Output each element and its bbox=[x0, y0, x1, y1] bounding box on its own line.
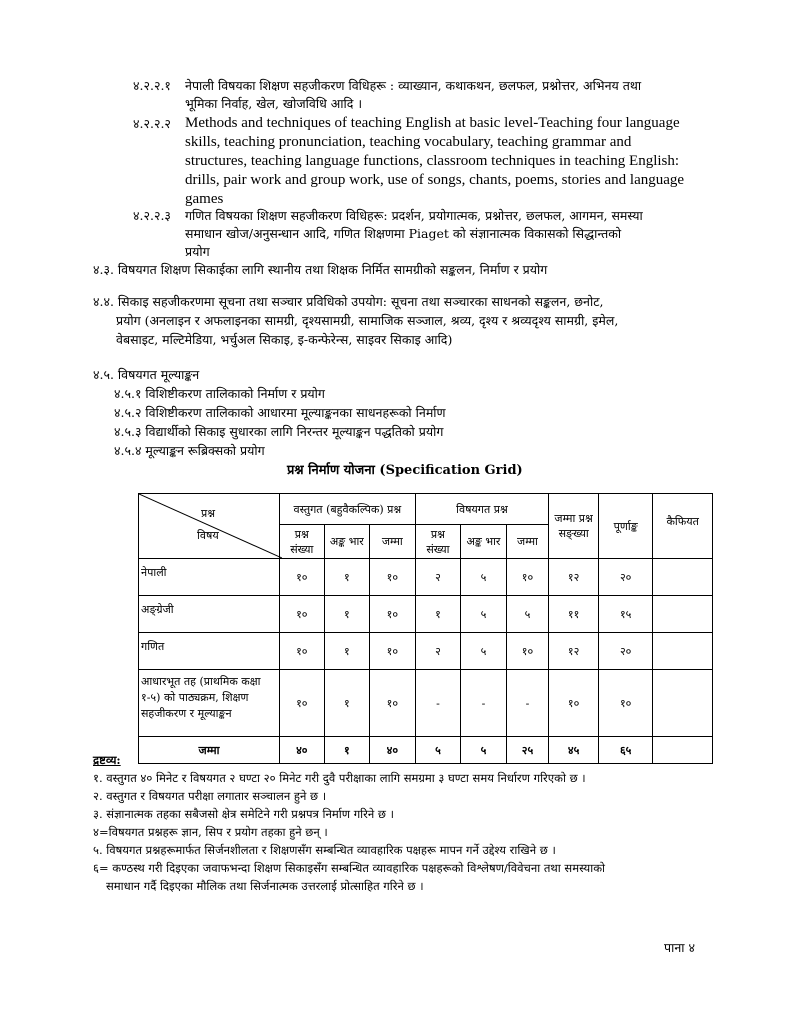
sub-header: जम्मा bbox=[370, 525, 416, 559]
table-title: प्रश्न निर्माण योजना (Specification Grid) bbox=[287, 463, 523, 478]
note-item: ५. विषयगत प्रश्नहरूमार्फत सिर्जनशीलता र शिक्षणसँग सम्बन्धित व्यावहारिक पक्षहरू मापन गर्ने उद्देश्य राखिने छ । bbox=[93, 843, 556, 857]
subject-cell: आधारभूत तह (प्राथमिक कक्षा १-५) को पाठ्यक्रम, शिक्षण सहजीकरण र मूल्याङ्कन bbox=[139, 670, 280, 737]
page-number: पाना ४ bbox=[664, 940, 695, 955]
note-item: २. वस्तुगत र विषयगत परीक्षा लगातार सञ्चालन हुने छ । bbox=[93, 789, 327, 803]
note-item: ३. संज्ञानात्मक तहका सबैजसो क्षेत्र समेटिने गरी प्रश्नपत्र निर्माण गरिने छ । bbox=[93, 807, 394, 821]
value-cell: ५ bbox=[461, 633, 506, 670]
item-text: गणित विषयका शिक्षण सहजीकरण विधिहरू: प्रदर्शन, प्रयोगात्मक, प्रश्नोत्तर, छलफल, आगमन, समस्या bbox=[185, 208, 643, 223]
value-cell: १ bbox=[324, 559, 369, 596]
value-cell: - bbox=[461, 670, 506, 737]
value-cell: १० bbox=[280, 596, 325, 633]
value-cell: १० bbox=[280, 633, 325, 670]
section-4-4-line: वेबसाइट, मल्टिमेडिया, भर्चुअल सिकाइ, इ-कन्फेरेन्स, साइवर सिकाइ आदि) bbox=[116, 332, 453, 347]
sub-item-4-5-2: ४.५.२ विशिष्टीकरण तालिकाको आधारमा मूल्याङ्कनका साधनहरूको निर्माण bbox=[114, 405, 446, 420]
item-text: भूमिका निर्वाह, खेल, खोजविधि आदि । bbox=[185, 96, 363, 111]
table-row bbox=[139, 670, 713, 737]
value-cell: १० bbox=[506, 633, 549, 670]
value-cell bbox=[653, 670, 713, 737]
full-marks-header: पूर्णाङ्क bbox=[598, 494, 652, 559]
value-cell: ५ bbox=[461, 737, 506, 764]
value-cell bbox=[653, 633, 713, 670]
value-cell: १ bbox=[324, 737, 369, 764]
value-cell: १ bbox=[324, 633, 369, 670]
value-cell: ४० bbox=[370, 737, 416, 764]
value-cell: - bbox=[506, 670, 549, 737]
sub-header: प्रश्न संख्या bbox=[415, 525, 461, 559]
item-number: ४.२.२.२ bbox=[133, 116, 171, 131]
value-cell: - bbox=[415, 670, 461, 737]
value-cell: १० bbox=[370, 596, 416, 633]
sub-header: अङ्क भार bbox=[461, 525, 506, 559]
item-number: ४.२.२.१ bbox=[133, 78, 171, 93]
note-item: १. वस्तुगत ४० मिनेट र विषयगत २ घण्टा २० मिनेट गरी दुवै परीक्षाका लागि समग्रमा ३ घण्टा समय निर्धारण गरिएको छ । bbox=[93, 771, 586, 785]
subject-cell: नेपाली bbox=[139, 559, 280, 596]
value-cell: २५ bbox=[506, 737, 549, 764]
table-row bbox=[139, 559, 713, 596]
value-cell: १० bbox=[370, 670, 416, 737]
sub-header: अङ्क भार bbox=[324, 525, 369, 559]
item-text: skills, teaching pronunciation, teaching vocabulary, teaching grammar and bbox=[185, 134, 632, 150]
sub-header: जम्मा bbox=[506, 525, 549, 559]
note-item: ६= कण्ठस्थ गरी दिइएका जवाफभन्दा शिक्षण सिकाइसँग सम्बन्धित व्यावहारिक पक्षहरूको विश्लेषण/विवेचना तथा समस्याको bbox=[93, 861, 606, 875]
value-cell: ११ bbox=[549, 596, 599, 633]
section-4-3: ४.३. विषयगत शिक्षण सिकाईका लागि स्थानीय तथा शिक्षक निर्मित सामग्रीको सङ्कलन, निर्माण र प्रयोग bbox=[93, 262, 548, 277]
value-cell: १२ bbox=[549, 559, 599, 596]
diagonal-header-cell bbox=[139, 494, 280, 559]
subject-cell: गणित bbox=[139, 633, 280, 670]
value-cell: १० bbox=[280, 559, 325, 596]
value-cell: १० bbox=[370, 633, 416, 670]
diag-bottom-label: विषय bbox=[197, 529, 219, 542]
value-cell: २ bbox=[415, 559, 461, 596]
value-cell: १० bbox=[506, 559, 549, 596]
section-4-5: ४.५. विषयगत मूल्याङ्कन bbox=[93, 367, 200, 382]
table-total-row bbox=[139, 737, 713, 764]
value-cell: १ bbox=[324, 670, 369, 737]
value-cell bbox=[653, 596, 713, 633]
item-number: ४.२.२.३ bbox=[133, 208, 171, 223]
note-item: ४=विषयगत प्रश्नहरू ज्ञान, सिप र प्रयोग तहका हुने छन् । bbox=[93, 825, 328, 839]
value-cell: १२ bbox=[549, 633, 599, 670]
value-cell: १० bbox=[549, 670, 599, 737]
total-label-cell: जम्मा bbox=[139, 737, 280, 764]
value-cell: १० bbox=[370, 559, 416, 596]
value-cell: ४० bbox=[280, 737, 325, 764]
notes-title: द्रष्टव्य: bbox=[93, 753, 121, 767]
value-cell bbox=[653, 737, 713, 764]
value-cell: ५ bbox=[461, 596, 506, 633]
value-cell: १० bbox=[280, 670, 325, 737]
value-cell: १ bbox=[415, 596, 461, 633]
diag-top-label: प्रश्न bbox=[201, 507, 216, 520]
sub-item-4-5-4: ४.५.४ मूल्याङ्कन रूब्रिक्सको प्रयोग bbox=[114, 443, 265, 458]
diagonal-line bbox=[139, 494, 282, 558]
subject-cell: अङ्ग्रेजी bbox=[139, 596, 280, 633]
value-cell: ४५ bbox=[549, 737, 599, 764]
section-4-4-line: ४.४. सिकाइ सहजीकरणमा सूचना तथा सञ्चार प्रविधिको उपयोग: सूचना तथा सञ्चारका साधनको सङ्कलन, छनोट, bbox=[93, 294, 604, 309]
item-text: drills, pair work and group work, use of songs, chants, poems, stories and language bbox=[185, 172, 685, 188]
group-objective-header: वस्तुगत (बहुवैकल्पिक) प्रश्न bbox=[280, 494, 416, 525]
specification-grid bbox=[138, 493, 713, 764]
item-text: प्रयोग bbox=[185, 244, 210, 259]
item-text: नेपाली विषयका शिक्षण सहजीकरण विधिहरू : व्याख्यान, कथाकथन, छलफल, प्रश्नोत्तर, अभिनय तथा bbox=[185, 78, 642, 93]
sub-header: प्रश्न संख्या bbox=[280, 525, 325, 559]
group-subjective-header: विषयगत प्रश्न bbox=[415, 494, 549, 525]
item-text: Methods and techniques of teaching English at basic level-Teaching four language bbox=[185, 115, 680, 131]
note-item: समाधान गर्दै दिइएका मौलिक तथा सिर्जनात्मक उत्तरलाई प्रोत्साहित गरिने छ । bbox=[106, 879, 424, 893]
value-cell: ६५ bbox=[598, 737, 652, 764]
value-cell: ५ bbox=[506, 596, 549, 633]
value-cell bbox=[653, 559, 713, 596]
total-questions-header: जम्मा प्रश्न सङ्ख्या bbox=[549, 494, 599, 559]
value-cell: १ bbox=[324, 596, 369, 633]
value-cell: ५ bbox=[461, 559, 506, 596]
value-cell: ५ bbox=[415, 737, 461, 764]
item-text: structures, teaching language functions, classroom techniques in teaching English: bbox=[185, 153, 680, 169]
value-cell: १५ bbox=[598, 596, 652, 633]
sub-item-4-5-3: ४.५.३ विद्यार्थीको सिकाइ सुधारका लागि निरन्तर मूल्याङ्कन पद्धतिको प्रयोग bbox=[114, 424, 444, 439]
remarks-header: कैफियत bbox=[653, 494, 713, 559]
section-4-4-line: प्रयोग (अनलाइन र अफलाइनका सामग्री, दृश्यसामग्री, सामाजिक सञ्जाल, श्रव्य, दृश्य र श्रव्यदृश्य सामग्री, इमेल, bbox=[116, 313, 619, 328]
item-text: समाधान खोज/अनुसन्धान आदि, गणित शिक्षणमा Piaget को संज्ञानात्मक विकासको सिद्धान्तको bbox=[185, 226, 622, 241]
value-cell: २० bbox=[598, 559, 652, 596]
value-cell: २ bbox=[415, 633, 461, 670]
value-cell: १० bbox=[598, 670, 652, 737]
sub-item-4-5-1: ४.५.१ विशिष्टीकरण तालिकाको निर्माण र प्रयोग bbox=[114, 386, 325, 401]
item-text: games bbox=[185, 191, 224, 207]
table-row bbox=[139, 633, 713, 670]
table-row bbox=[139, 596, 713, 633]
value-cell: २० bbox=[598, 633, 652, 670]
